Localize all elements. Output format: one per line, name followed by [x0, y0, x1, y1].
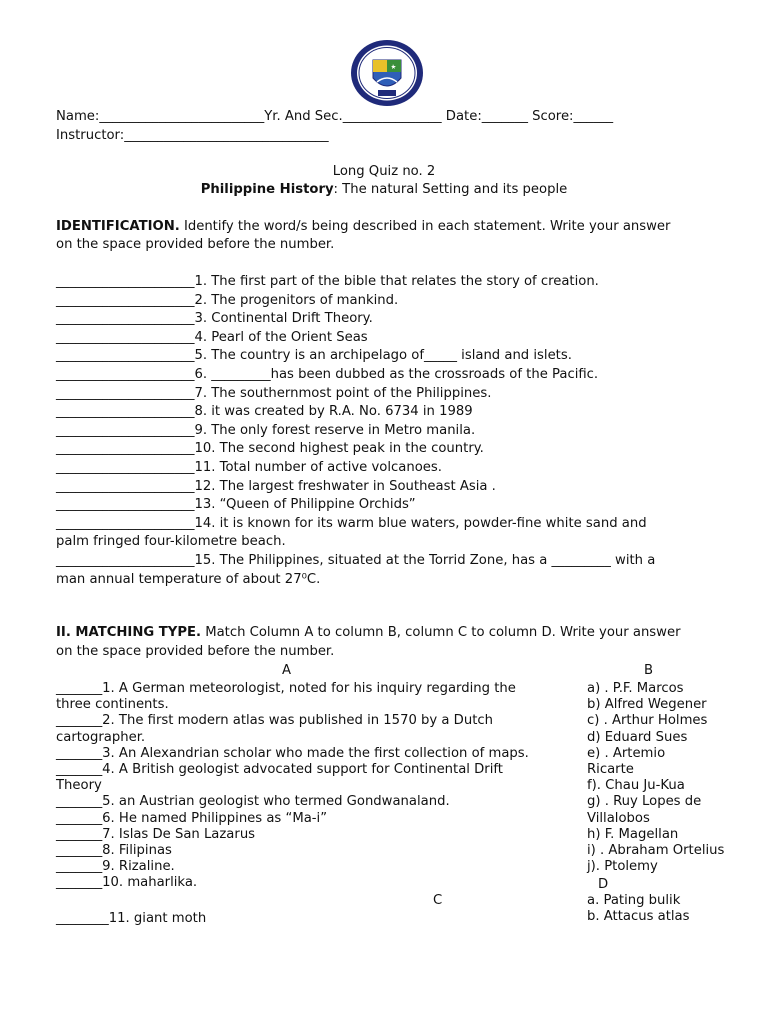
- column-a-header: A: [282, 663, 292, 678]
- list-item: _____________________13. “Queen of Philippine Orchids”: [56, 497, 416, 513]
- list-item: _______1. A German meteorologist, noted for his inquiry regarding the: [56, 681, 516, 696]
- column-b-list: [587, 681, 757, 875]
- list-item: h) F. Magellan: [587, 826, 679, 842]
- list-item: e) . Artemio: [587, 745, 666, 761]
- column-a-list: [56, 681, 529, 892]
- column-c-header: C: [433, 893, 443, 908]
- school-seal-logo: [349, 38, 425, 108]
- list-item: _____________________10. The second highest peak in the country.: [56, 441, 484, 457]
- list-item: Villalobos: [587, 810, 650, 826]
- list-item: _____________________15. The Philippines, situated at the Torrid Zone, has a _________ with a: [56, 552, 656, 568]
- matching-text-2: on the space provided before the number.: [56, 644, 335, 659]
- list-item: three continents.: [56, 697, 169, 713]
- list-item: a) . P.F. Marcos: [587, 681, 684, 696]
- matching-text-1: Match Column A to column B, column C to column D. Write your answer: [201, 625, 681, 640]
- list-item: _______2. The first modern atlas was published in 1570 by a Dutch: [56, 713, 493, 729]
- list-item: _____________________9. The only forest reserve in Metro manila.: [56, 422, 476, 438]
- list-item: _____________________7. The southernmost point of the Philippines.: [56, 385, 492, 401]
- column-b-header: B: [644, 663, 654, 678]
- list-item: _____________________12. The largest freshwater in Southeast Asia .: [56, 478, 496, 494]
- list-item: b. Attacus atlas: [587, 909, 690, 925]
- list-item: ________11. giant moth: [56, 911, 207, 926]
- list-item: _____________________4. Pearl of the Orient Seas: [56, 329, 368, 345]
- list-item: _______9. Rizaline.: [56, 859, 175, 875]
- list-item: Theory: [56, 778, 102, 794]
- list-item: f). Chau Ju-Kua: [587, 778, 685, 794]
- identification-list: [56, 273, 655, 589]
- list-item: _______6. He named Philippines as “Ma-i”: [56, 810, 328, 826]
- identification-heading: IDENTIFICATION.: [56, 219, 180, 234]
- list-item: _______5. an Austrian geologist who termed Gondwanaland.: [56, 794, 450, 810]
- list-item: _______4. A British geologist advocated support for Continental Drift: [56, 762, 503, 778]
- list-item: _______3. An Alexandrian scholar who made the first collection of maps.: [56, 745, 529, 761]
- list-item: a. Pating bulik: [587, 893, 681, 908]
- matching-heading: II. MATCHING TYPE.: [56, 625, 202, 640]
- quiz-subject: [0, 181, 768, 198]
- list-item: _____________________3. Continental Drift Theory.: [56, 311, 373, 327]
- list-item: _______7. Islas De San Lazarus: [56, 826, 256, 842]
- identification-instructions: [56, 218, 670, 235]
- list-item: _____________________2. The progenitors of mankind.: [56, 292, 399, 308]
- list-item: g) . Ruy Lopes de: [587, 794, 702, 810]
- matching-instructions: [56, 624, 681, 641]
- list-item: palm fringed four-kilometre beach.: [56, 534, 286, 550]
- list-item: j). Ptolemy: [587, 859, 658, 875]
- list-item: cartographer.: [56, 729, 146, 745]
- list-item: b) Alfred Wegener: [587, 697, 707, 713]
- list-item: _____________________5. The country is an archipelago of_____ island and islets.: [56, 348, 572, 364]
- list-item: _____________________11. Total number of active volcanoes.: [56, 459, 442, 475]
- identification-text-1: Identify the word/s being described in each statement. Write your answer: [179, 219, 671, 234]
- name-line: Name:_________________________Yr. And Sec._______________ Date:_______ Score:______: [56, 109, 614, 124]
- list-item: _______10. maharlika.: [56, 875, 198, 891]
- list-item: c) . Arthur Holmes: [587, 713, 708, 729]
- quiz-title: Long Quiz no. 2: [332, 164, 436, 179]
- list-item: _______8. Filipinas: [56, 843, 172, 859]
- instructor-line: Instructor:_______________________________: [56, 128, 329, 143]
- list-item: man annual temperature of about 27⁰C.: [56, 571, 321, 587]
- column-d-header: D: [598, 877, 609, 892]
- subject-name: Philippine History: [200, 182, 334, 197]
- list-item: i) . Abraham Ortelius: [587, 843, 725, 859]
- list-item: _____________________1. The first part of the bible that relates the story of creation.: [56, 274, 599, 289]
- identification-text-2: on the space provided before the number.: [56, 237, 335, 252]
- list-item: _____________________14. it is known for its warm blue waters, powder-fine white sand and: [56, 515, 647, 531]
- list-item: _____________________6. _________has been dubbed as the crossroads of the Pacific.: [56, 366, 599, 382]
- column-d-list: [587, 893, 757, 925]
- list-item: d) Eduard Sues: [587, 729, 688, 745]
- list-item: Ricarte: [587, 762, 634, 778]
- subject-rest: : The natural Setting and its people: [333, 182, 568, 197]
- list-item: _____________________8. it was created by R.A. No. 6734 in 1989: [56, 404, 473, 420]
